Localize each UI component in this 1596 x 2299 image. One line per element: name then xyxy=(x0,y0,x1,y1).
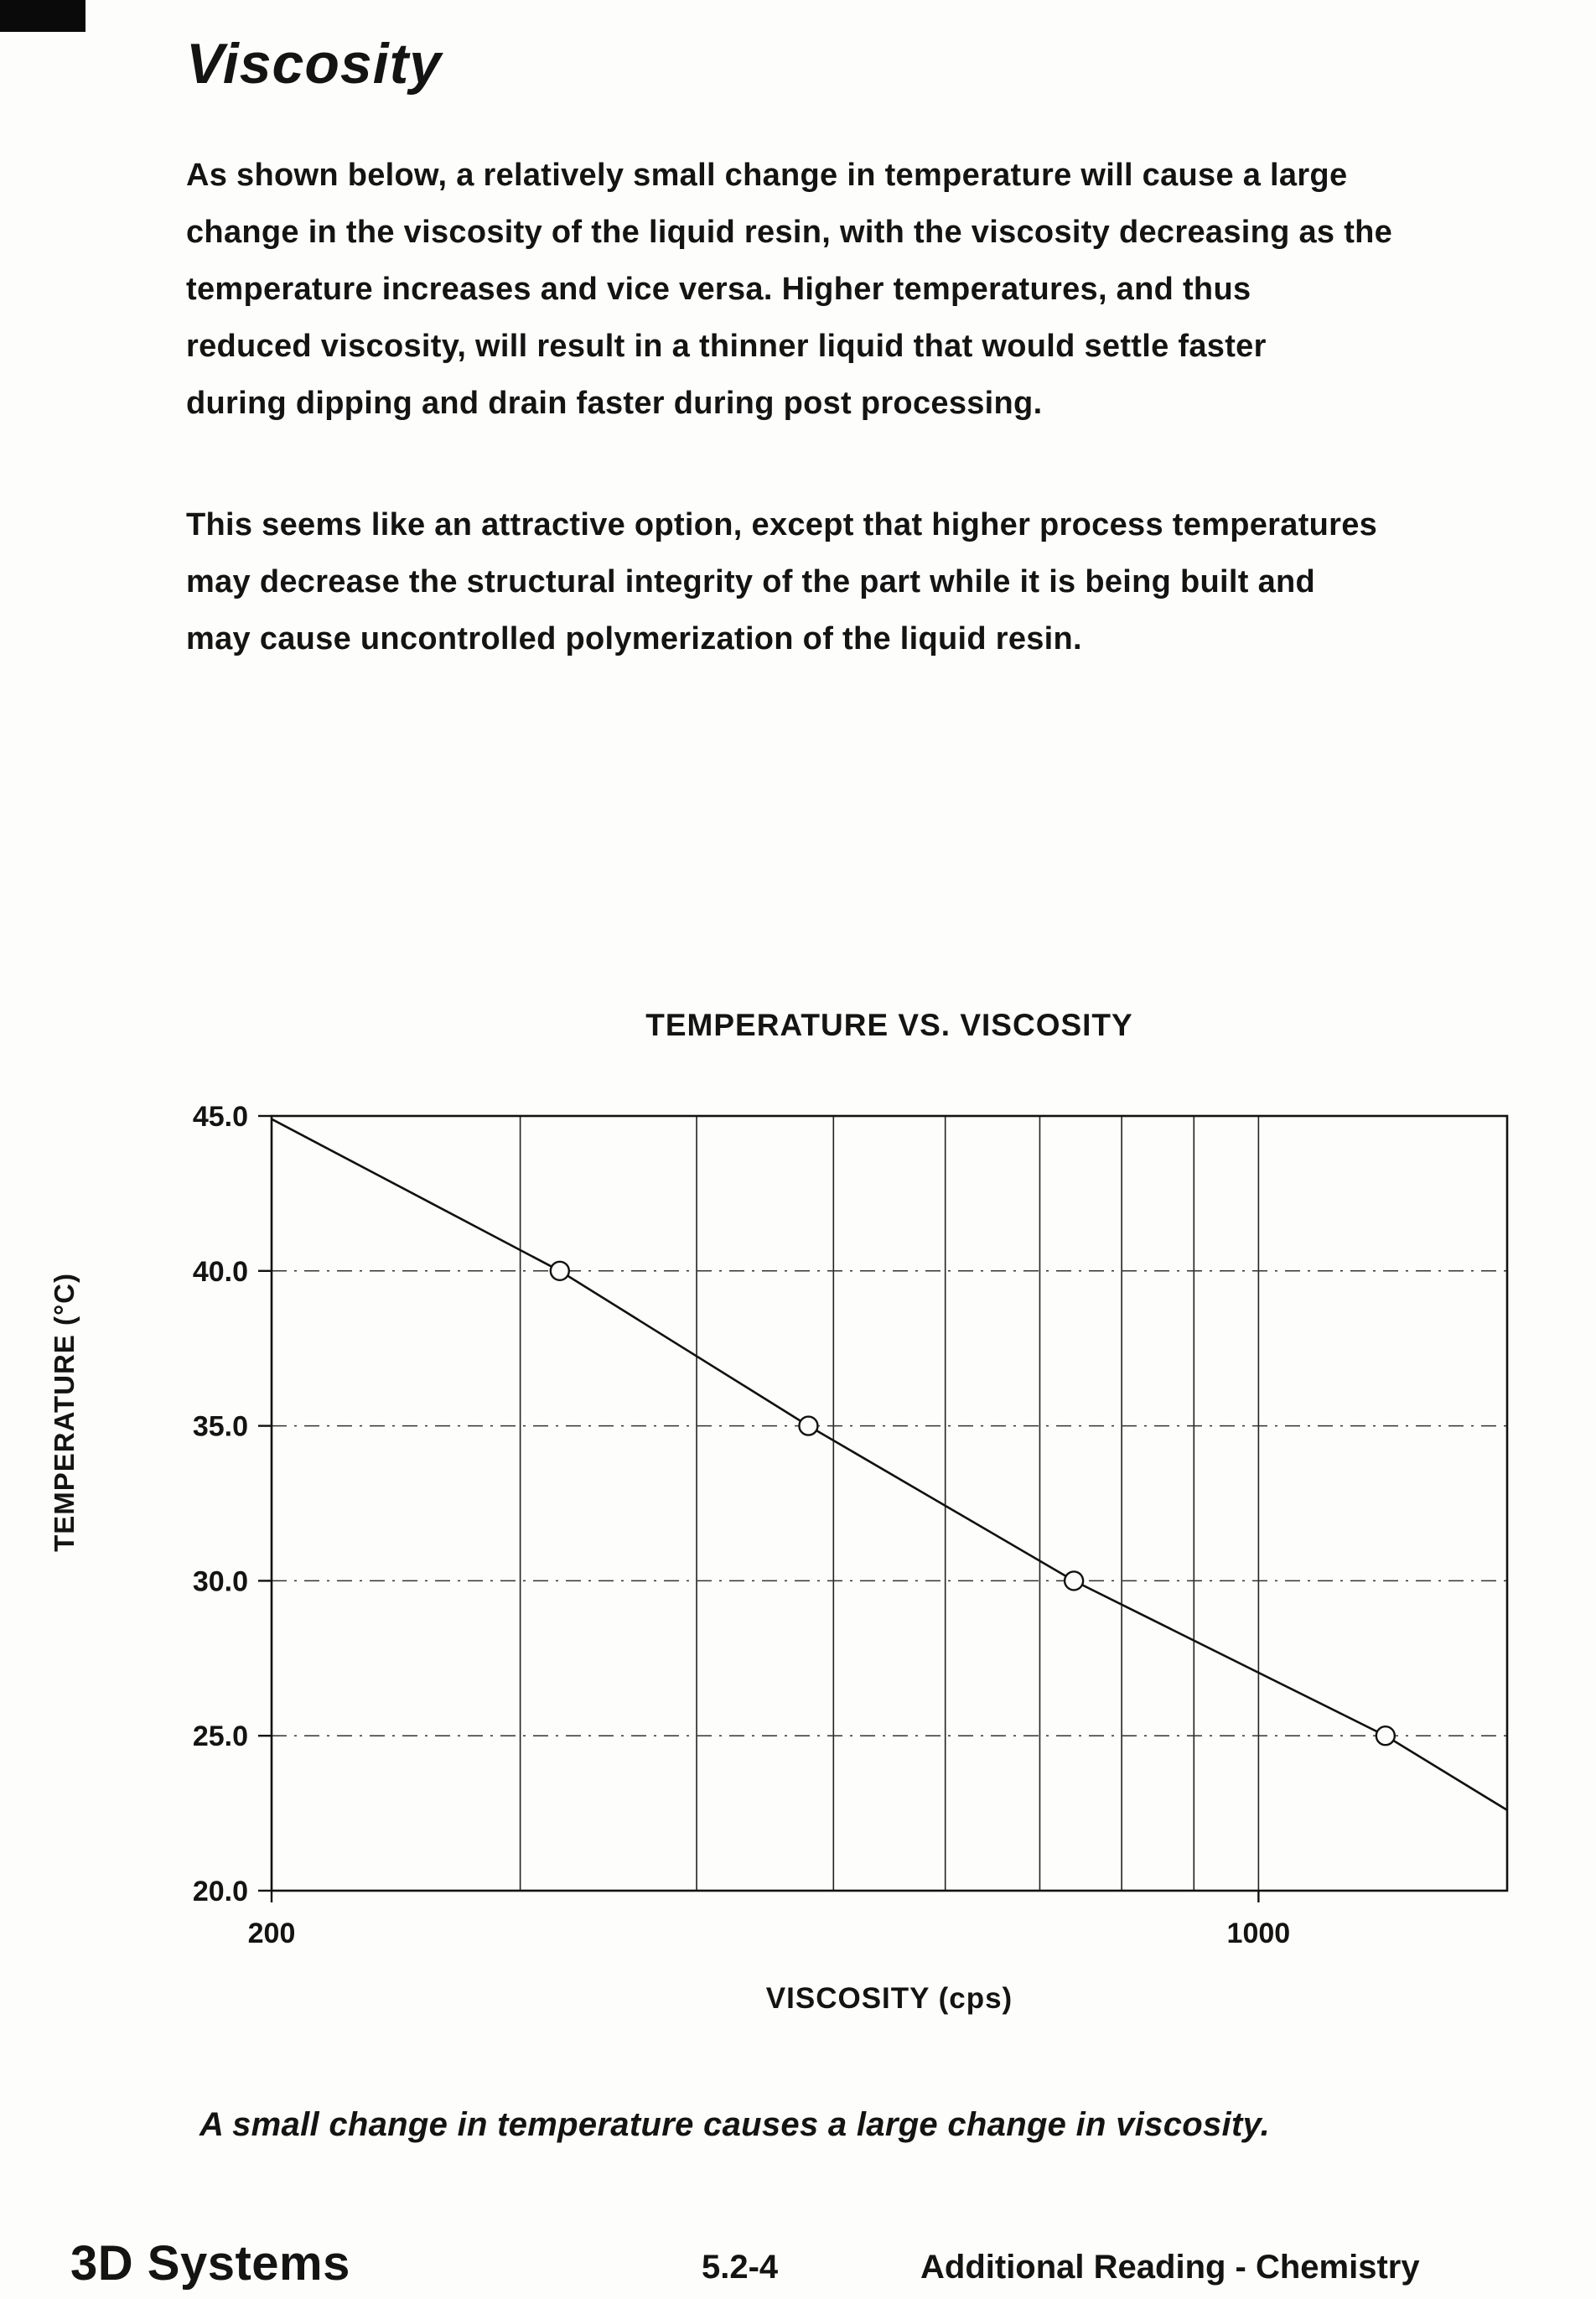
y-tick-label: 20.0 xyxy=(192,1876,248,1907)
y-tick-label: 30.0 xyxy=(192,1565,248,1598)
temperature-viscosity-chart xyxy=(117,1077,1576,2037)
x-tick-label: 1000 xyxy=(1226,1918,1291,1949)
y-tick-label: 40.0 xyxy=(192,1255,248,1288)
footer-section: Additional Reading - Chemistry xyxy=(920,2249,1420,2286)
paragraph-2: This seems like an attractive option, except that higher process temperatures may decrease the structural integrity of the part while it is being built and may cause uncontrolled polymerization of the liquid resin. xyxy=(186,507,1378,656)
y-tick-label: 25.0 xyxy=(192,1720,248,1753)
figure-caption: A small change in temperature causes a large change in viscosity. xyxy=(200,2106,1271,2143)
footer-brand: 3D Systems xyxy=(70,2236,350,2291)
data-line xyxy=(272,1119,1507,1810)
page-footer xyxy=(0,2230,1596,2299)
data-point xyxy=(1376,1726,1395,1745)
y-tick-label: 35.0 xyxy=(192,1410,248,1443)
chart-title: TEMPERATURE VS. VISCOSITY xyxy=(645,1008,1133,1042)
data-point xyxy=(799,1417,817,1435)
footer-page-number: 5.2-4 xyxy=(702,2249,779,2286)
data-point xyxy=(551,1262,569,1280)
page-title: Viscosity xyxy=(186,32,443,96)
data-point xyxy=(1065,1571,1083,1590)
plot-border xyxy=(272,1116,1507,1891)
x-axis-label: VISCOSITY (cps) xyxy=(765,1982,1013,2015)
y-tick-label: 45.0 xyxy=(192,1101,248,1133)
x-tick-label: 200 xyxy=(247,1918,296,1949)
paragraph-1: As shown below, a relatively small change in temperature will cause a large change in the viscosity of the liquid resin, with the viscosity decreasing as the temperature increases and vice versa. Higher temperatures, and thus reduced viscosity, will result in a thinner liquid that would settle faster during dipping and drain faster during post processing. xyxy=(186,158,1393,421)
y-axis-label: TEMPERATURE (°C) xyxy=(49,1273,80,1552)
scan-artifact xyxy=(0,0,86,32)
